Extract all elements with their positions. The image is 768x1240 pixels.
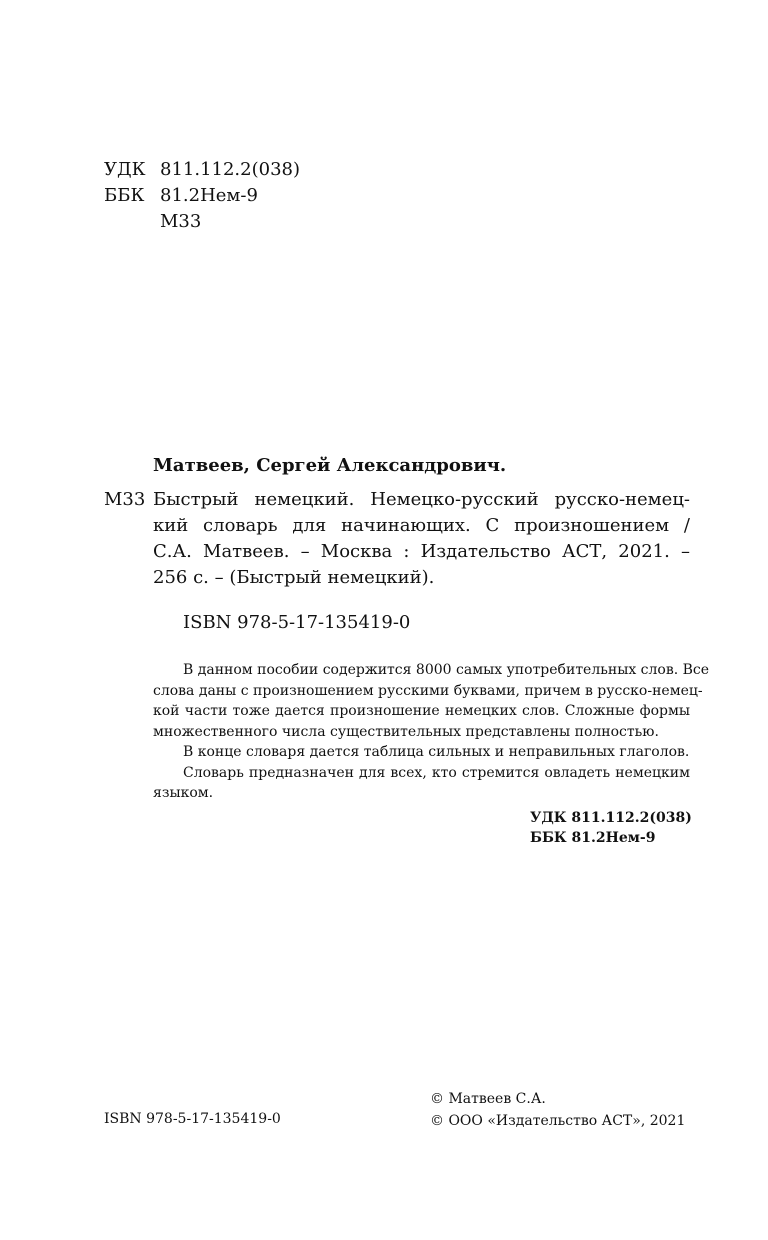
udk-row: [104, 157, 300, 183]
author-sign-code: М33: [104, 489, 146, 510]
classification-block-top: [104, 157, 300, 235]
copyright-block: [430, 1088, 685, 1132]
bbk-bottom: ББК 81.2Нем-9: [530, 830, 656, 846]
bibliographic-description: [153, 487, 690, 591]
description-line: 256 с. – (Быстрый немецкий).: [153, 567, 435, 588]
author-sign-value: М33: [160, 211, 202, 232]
description-line: С.А. Матвеев. – Москва : Издательство АСТ, 2021. –: [153, 541, 690, 562]
udk-value: 811.112.2(038): [160, 159, 301, 180]
isbn-entry: ISBN 978-5-17-135419-0: [183, 612, 411, 633]
annotation: [153, 660, 710, 804]
udk-bottom: УДК 811.112.2(038): [530, 810, 692, 826]
author-sign-row: [104, 209, 300, 235]
annotation-line: языком.: [153, 785, 214, 801]
bbk-value: 81.2Нем-9: [160, 185, 258, 206]
annotation-line: множественного числа существительных представлены полностью.: [153, 723, 659, 740]
bbk-label: ББК: [104, 185, 145, 206]
annotation-line: кой части тоже дается произношение немецких слов. Сложные формы: [153, 703, 690, 719]
copyright-author: © Матвеев С.А.: [430, 1091, 546, 1107]
footer-isbn: ISBN 978-5-17-135419-0: [104, 1111, 281, 1127]
annotation-line: В конце словаря дается таблица сильных и неправильных глаголов.: [183, 744, 690, 760]
copyright-publisher: © ООО «Издательство АСТ», 2021: [430, 1113, 686, 1129]
annotation-line: В данном пособии содержится 8000 самых употребительных слов. Все: [183, 662, 710, 678]
description-line: Быстрый немецкий. Немецко-русский русско-немец-: [153, 489, 690, 510]
udk-label: УДК: [104, 159, 146, 180]
classification-block-bottom: [530, 808, 692, 848]
bbk-row: [104, 183, 300, 209]
annotation-line: Словарь предназначен для всех, кто стремится овладеть немецким: [183, 764, 690, 781]
author-sign-spacer: [104, 209, 160, 235]
annotation-line: слова даны с произношением русскими буквами, причем в русско-немец-: [153, 682, 703, 699]
description-line: кий словарь для начинающих. С произношением /: [153, 515, 690, 536]
author-heading: Матвеев, Сергей Александрович.: [153, 455, 507, 476]
